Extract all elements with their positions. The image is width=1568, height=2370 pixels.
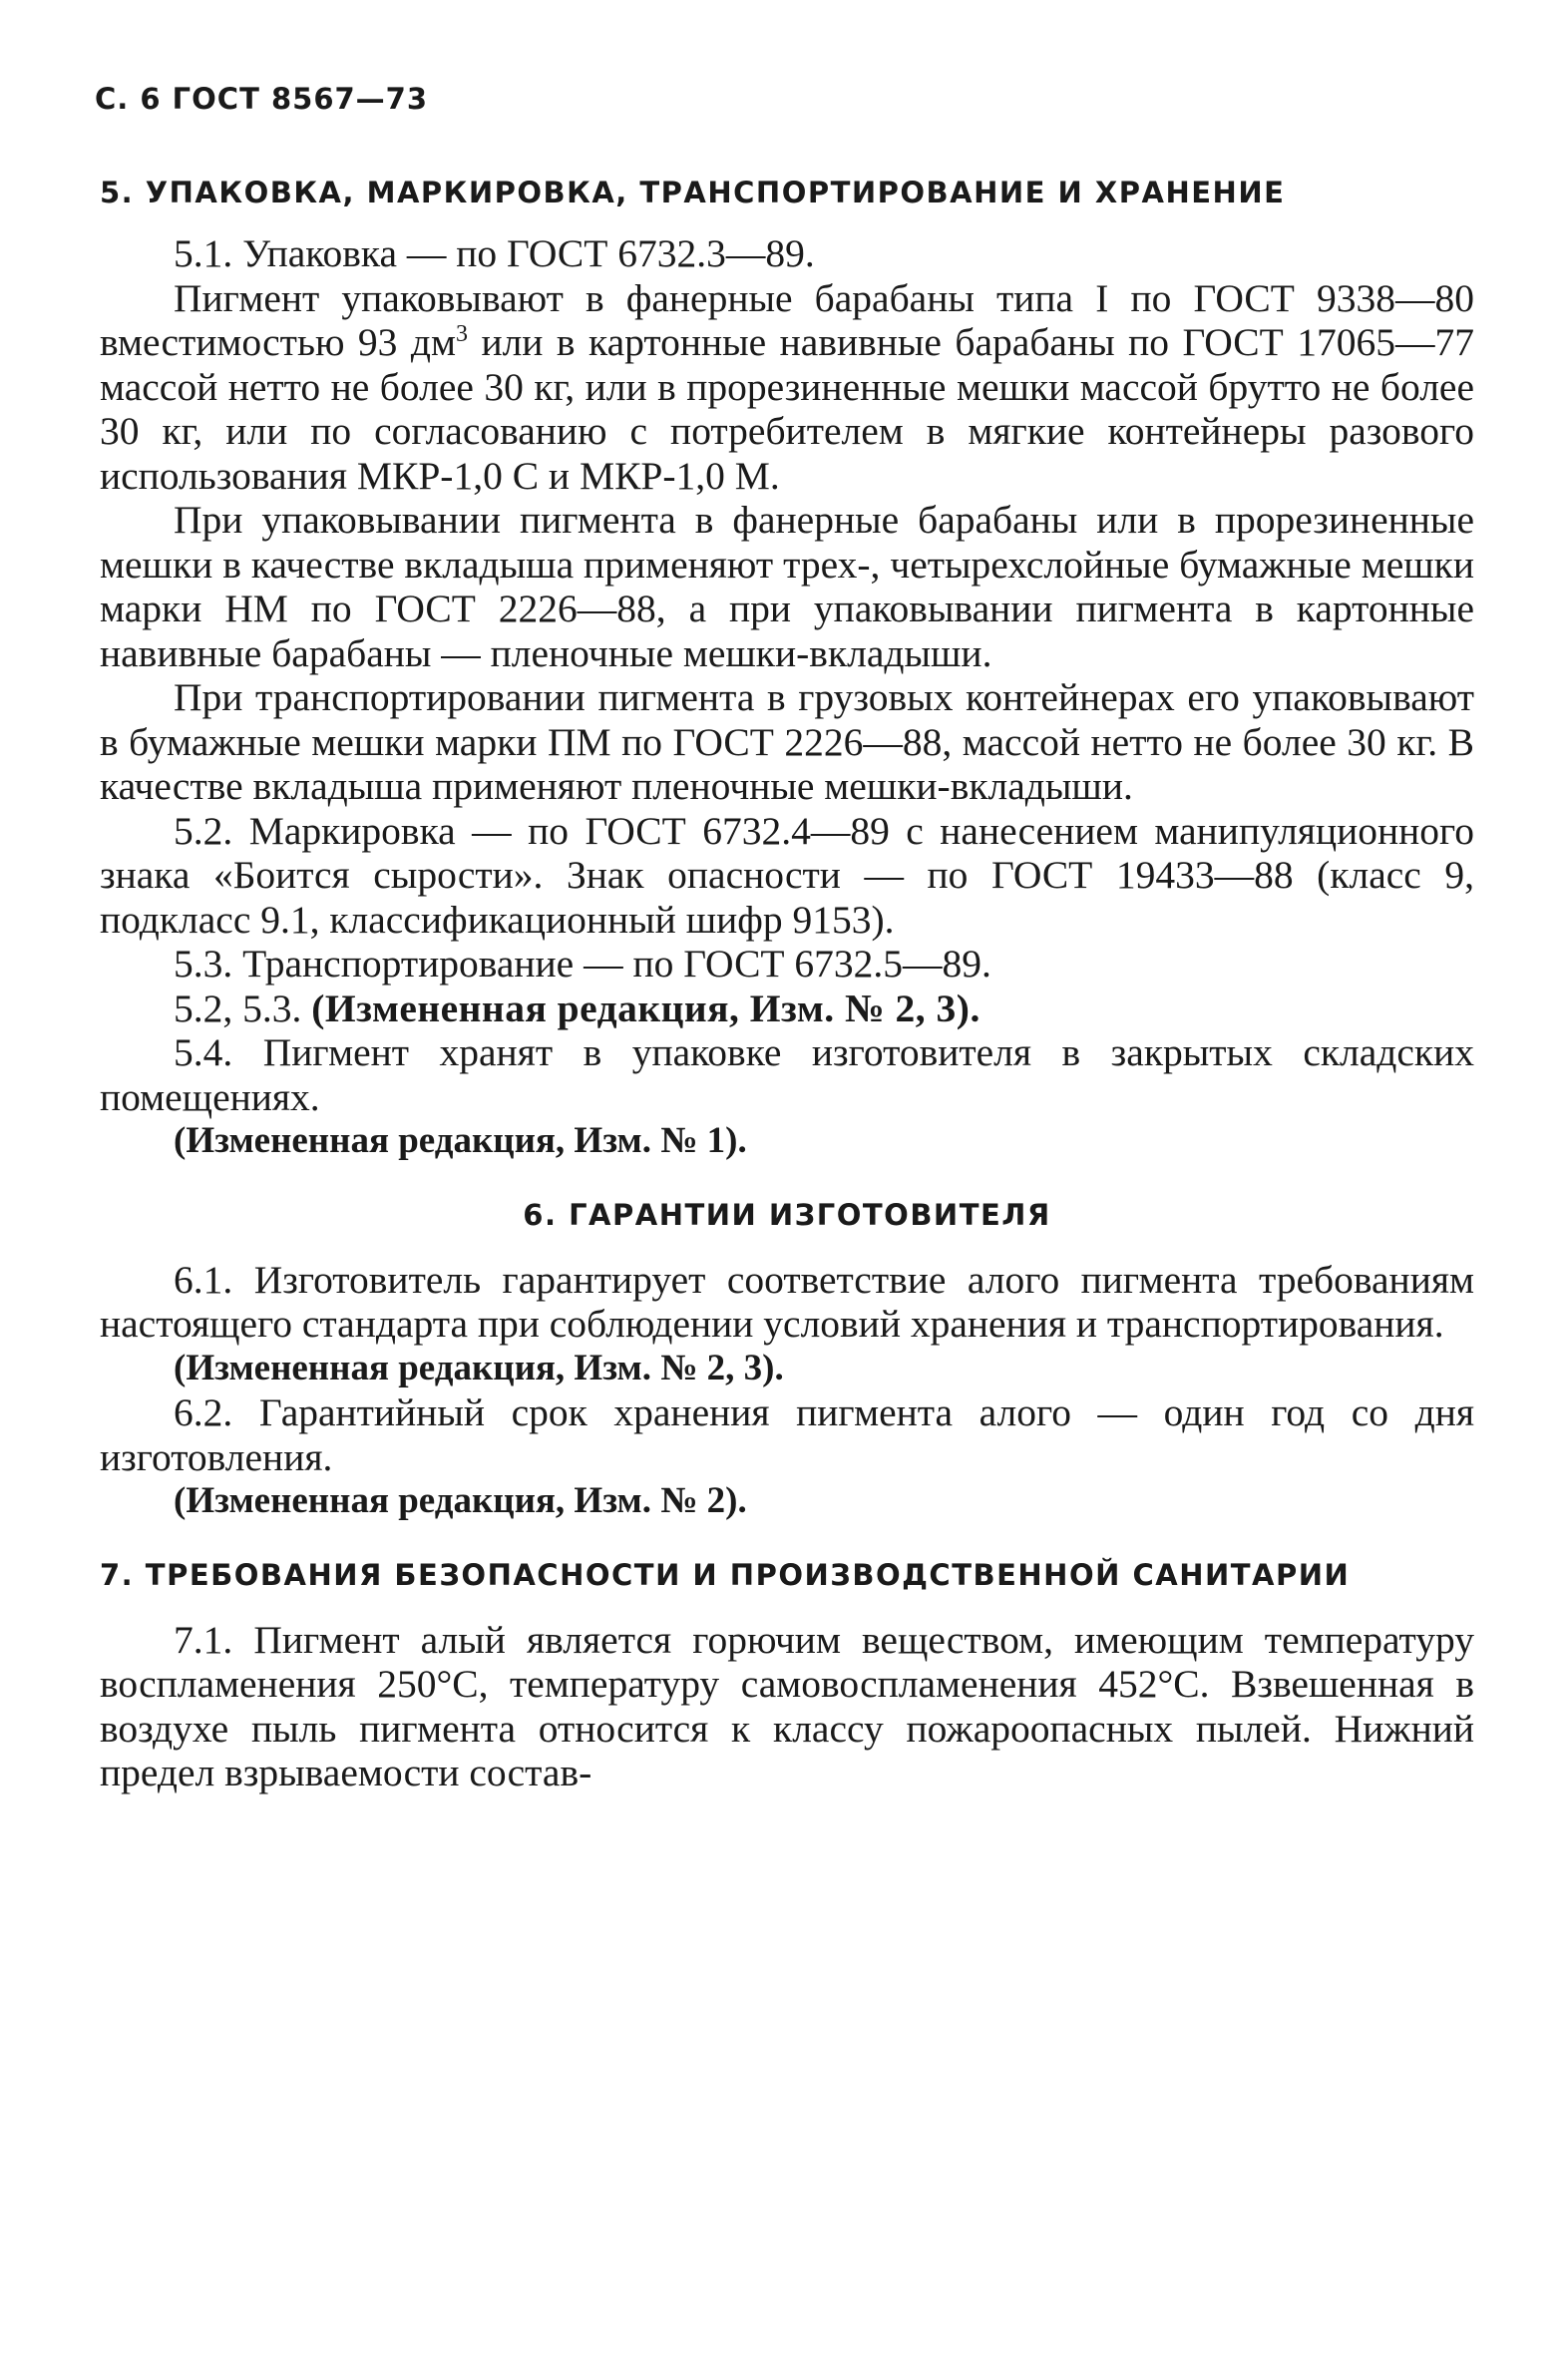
note-5-4: (Измененная редакция, Изм. № 1). (174, 1120, 747, 1161)
page-content (100, 172, 1474, 1795)
para-6-2: 6.2. Гарантийный срок хранения пигмента алого — один год со дня изготовления. (100, 1390, 1474, 1479)
section-7-title: 7. ТРЕБОВАНИЯ БЕЗОПАСНОСТИ И ПРОИЗВОДСТВЕННОЙ САНИТАРИИ (100, 1557, 1351, 1592)
section-6-title: 6. ГАРАНТИИ ИЗГОТОВИТЕЛЯ (523, 1197, 1051, 1232)
note-6-1: (Измененная редакция, Изм. № 2, 3). (174, 1347, 784, 1388)
note-5-amendment: (Измененная редакция, Изм. № 2, 3). (311, 986, 980, 1030)
superscript-3: 3 (455, 321, 468, 347)
para-5-1: 5.1. Упаковка — по ГОСТ 6732.3—89. (174, 231, 815, 275)
para-5-containers: При транспортировании пигмента в грузовых контейнерах его упаковывают в бумажные мешки марки ПМ по ГОСТ 2226—88, массой нетто не более 30 кг. В качестве вкладыша применяют пленочные мешки-вкладыши. (100, 675, 1474, 808)
note-5-2-5-3 (100, 987, 1474, 1031)
para-5-packing-b: или в картонные навивные барабаны по ГОСТ 17065—77 массой нетто не более 30 кг, или в прорезиненные мешки массой брутто не более 30 кг, или по согласованию с потребителем в мягкие контейнеры разового использования МКР-1,0 С и МКР-1,0 М. (100, 320, 1474, 498)
para-5-packing-a: Пигмент упаковывают в фанерные барабаны типа I по ГОСТ 9338—80 вместимостью 93 дм (100, 275, 1474, 364)
para-5-4: 5.4. Пигмент хранят в упаковке изготовителя в закрытых складских помещениях. (100, 1030, 1474, 1119)
note-6-2: (Измененная редакция, Изм. № 2). (174, 1480, 747, 1521)
para-7-1: 7.1. Пигмент алый является горючим веществом, имеющим температуру воспламенения 250°С, температуру самовоспламенения 452°С. Взвешенная в воздухе пыль пигмента относится к классу пожароопасных пылей. Нижний предел взрываемости состав- (100, 1617, 1474, 1794)
para-5-packing (100, 276, 1474, 499)
page-header: С. 6 ГОСТ 8567—73 (95, 82, 429, 116)
para-5-2: 5.2. Маркировка — по ГОСТ 6732.4—89 с нанесением манипуляционного знака «Боится сырости». Знак опасности — по ГОСТ 19433—88 (класс 9, подкласс 9.1, классификационный шифр 9153). (100, 808, 1474, 942)
para-5-3: 5.3. Транспортирование — по ГОСТ 6732.5—89. (174, 942, 991, 986)
note-5-prefix: 5.2, 5.3. (174, 986, 312, 1030)
para-5-liners: При упаковывании пигмента в фанерные барабаны или в прорезиненные мешки в качестве вкладыша применяют трех-, четырехслойные бумажные мешки марки НМ по ГОСТ 2226—88, а при упаковывании пигмента в картонные навивные барабаны — пленочные мешки-вкладыши. (100, 498, 1474, 675)
para-6-1: 6.1. Изготовитель гарантирует соответствие алого пигмента требованиям настоящего стандарта при соблюдении условий хранения и транспортирования. (100, 1257, 1474, 1346)
section-5-title: 5. УПАКОВКА, МАРКИРОВКА, ТРАНСПОРТИРОВАНИЕ И ХРАНЕНИЕ (100, 176, 1286, 209)
